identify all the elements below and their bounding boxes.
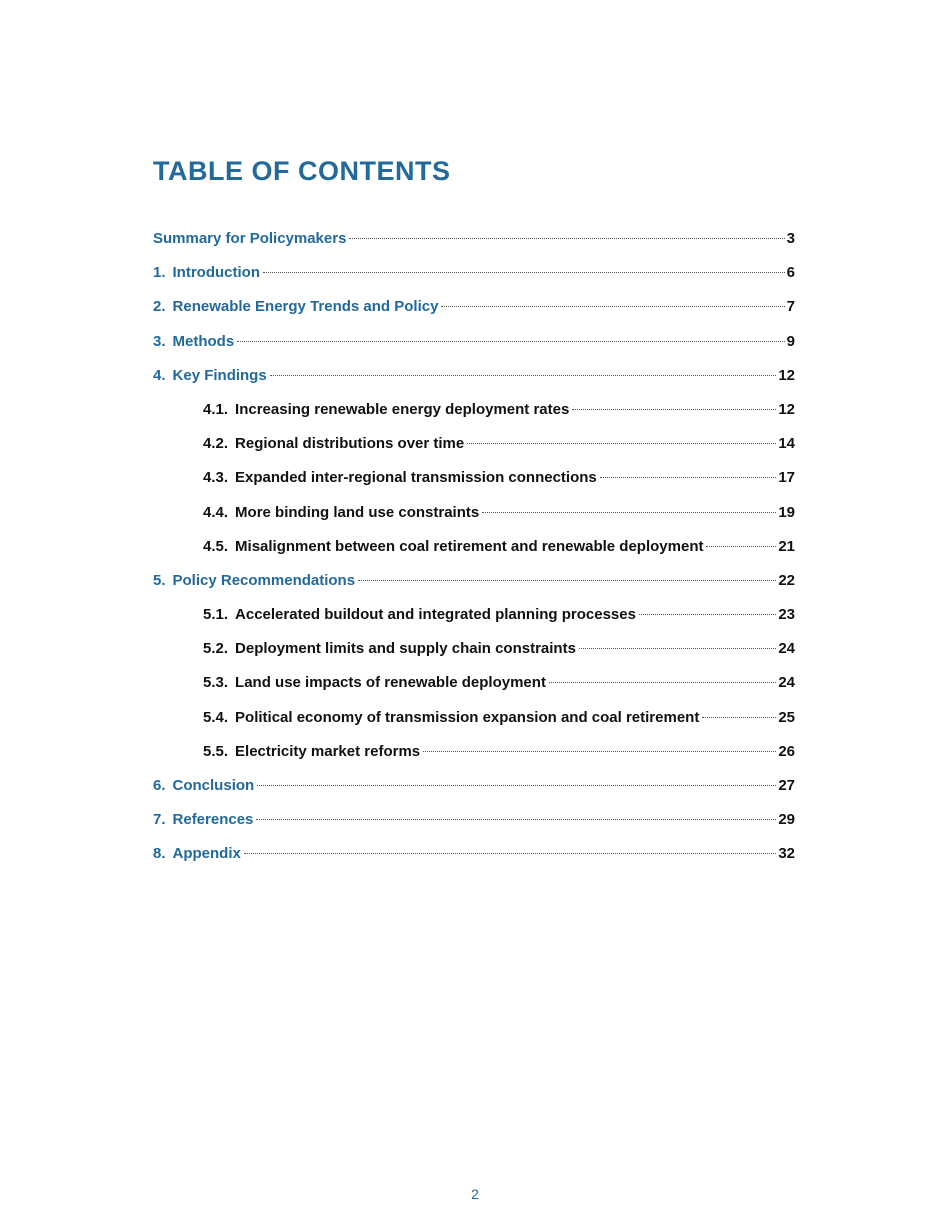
toc-entry-4-3[interactable] bbox=[153, 467, 795, 501]
dot-leader bbox=[639, 614, 776, 615]
toc-section-number: 5.2. bbox=[203, 640, 229, 658]
dot-leader bbox=[706, 546, 776, 547]
toc-entry-introduction[interactable] bbox=[153, 262, 795, 296]
toc-entry-title: Methods bbox=[172, 332, 235, 350]
toc-section-number: 5.4. bbox=[203, 708, 229, 726]
toc-entry-policy-recommendations[interactable] bbox=[153, 570, 795, 604]
toc-entry-title: More binding land use constraints bbox=[235, 503, 480, 521]
toc-page-number: 25 bbox=[778, 708, 795, 726]
toc-entry-title: Expanded inter-regional transmission connections bbox=[235, 469, 597, 487]
dot-leader bbox=[257, 785, 776, 786]
toc-page-number: 9 bbox=[786, 332, 795, 350]
toc-page-number: 32 bbox=[778, 845, 795, 863]
dot-leader bbox=[237, 341, 784, 342]
toc-page-number: 17 bbox=[778, 469, 795, 487]
toc-entry-4-5[interactable] bbox=[153, 536, 795, 570]
toc-entry-title: Policy Recommendations bbox=[172, 571, 356, 589]
toc-entry-title: Renewable Energy Trends and Policy bbox=[172, 298, 439, 316]
toc-section-number: 5. bbox=[153, 571, 166, 589]
toc-section-number: 7. bbox=[153, 811, 166, 829]
dot-leader bbox=[256, 819, 776, 820]
toc-page-number: 12 bbox=[778, 366, 795, 384]
dot-leader bbox=[423, 751, 776, 752]
toc-entry-title: Accelerated buildout and integrated planning processes bbox=[235, 606, 636, 624]
toc-entry-5-3[interactable] bbox=[153, 672, 795, 706]
toc-section-number: 4.3. bbox=[203, 469, 229, 487]
toc-entry-5-4[interactable] bbox=[153, 707, 795, 741]
toc-entry-title: Increasing renewable energy deployment rates bbox=[235, 400, 570, 418]
toc-page-number: 3 bbox=[786, 230, 795, 247]
toc-entry-title: Regional distributions over time bbox=[235, 435, 465, 453]
toc-section-number: 5.3. bbox=[203, 674, 229, 692]
dot-leader bbox=[349, 238, 784, 239]
toc-page-number: 22 bbox=[778, 571, 795, 589]
toc-entry-methods[interactable] bbox=[153, 331, 795, 365]
dot-leader bbox=[441, 306, 784, 307]
toc-section-number: 3. bbox=[153, 332, 166, 350]
page-number: 2 bbox=[471, 1186, 479, 1202]
dot-leader bbox=[702, 717, 776, 718]
toc-section-number: 4.1. bbox=[203, 400, 229, 418]
toc-entry-appendix[interactable] bbox=[153, 843, 795, 877]
toc-entry-title: Key Findings bbox=[172, 366, 267, 384]
toc-entry-title: References bbox=[172, 811, 254, 829]
toc-section-number: 5.1. bbox=[203, 606, 229, 624]
toc-entry-references[interactable] bbox=[153, 809, 795, 843]
toc-entry-summary[interactable] bbox=[153, 228, 795, 262]
dot-leader bbox=[358, 580, 776, 581]
dot-leader bbox=[549, 682, 776, 683]
toc-entry-title: Conclusion bbox=[172, 777, 255, 794]
dot-leader bbox=[467, 443, 776, 444]
dot-leader bbox=[482, 512, 776, 513]
dot-leader bbox=[572, 409, 776, 410]
dot-leader bbox=[600, 477, 777, 478]
toc-section-number: 2. bbox=[153, 298, 166, 316]
toc-entry-title: Appendix bbox=[172, 845, 241, 863]
toc-page-number: 7 bbox=[786, 298, 795, 316]
toc-entry-key-findings[interactable] bbox=[153, 365, 795, 399]
toc-entry-4-2[interactable] bbox=[153, 433, 795, 467]
toc-entry-4-1[interactable] bbox=[153, 399, 795, 433]
toc-entry-trends-policy[interactable] bbox=[153, 296, 795, 330]
toc-page-number: 21 bbox=[778, 537, 795, 555]
toc-section-number: 4.2. bbox=[203, 435, 229, 453]
toc-entry-5-2[interactable] bbox=[153, 638, 795, 672]
toc-entry-5-1[interactable] bbox=[153, 604, 795, 638]
toc-entry-title: Summary for Policymakers bbox=[153, 230, 347, 247]
toc-entry-title: Political economy of transmission expansion and coal retirement bbox=[235, 708, 700, 726]
toc-page-number: 19 bbox=[778, 503, 795, 521]
toc-entry-conclusion[interactable] bbox=[153, 775, 795, 809]
dot-leader bbox=[579, 648, 776, 649]
toc-section-number: 4. bbox=[153, 366, 166, 384]
dot-leader bbox=[244, 853, 776, 854]
toc-section-number: 4.5. bbox=[203, 537, 229, 555]
toc-section-number: 4.4. bbox=[203, 503, 229, 521]
toc-page-number: 23 bbox=[778, 606, 795, 624]
toc-page-number: 27 bbox=[778, 777, 795, 794]
toc-entry-title: Introduction bbox=[172, 264, 260, 282]
toc-section-number: 8. bbox=[153, 845, 166, 863]
toc-section-number: 6. bbox=[153, 777, 166, 794]
toc-page-number: 24 bbox=[778, 674, 795, 692]
toc-page-number: 12 bbox=[778, 400, 795, 418]
toc-page-number: 6 bbox=[786, 264, 795, 282]
toc-entry-title: Deployment limits and supply chain constraints bbox=[235, 640, 576, 658]
toc-page-number: 26 bbox=[778, 742, 795, 760]
toc-page-number: 29 bbox=[778, 811, 795, 829]
toc-entry-4-4[interactable] bbox=[153, 502, 795, 536]
toc-entry-title: Misalignment between coal retirement and renewable deployment bbox=[235, 537, 704, 555]
toc-page-number: 14 bbox=[778, 435, 795, 453]
dot-leader bbox=[270, 375, 777, 376]
page-title: TABLE OF CONTENTS bbox=[153, 156, 451, 186]
toc-section-number: 1. bbox=[153, 264, 166, 282]
toc-entry-title: Land use impacts of renewable deployment bbox=[235, 674, 546, 692]
toc-page-number: 24 bbox=[778, 640, 795, 658]
toc-entry-5-5[interactable] bbox=[153, 741, 795, 775]
dot-leader bbox=[263, 272, 785, 273]
table-of-contents bbox=[153, 228, 795, 878]
toc-entry-title: Electricity market reforms bbox=[235, 742, 421, 760]
toc-section-number: 5.5. bbox=[203, 742, 229, 760]
